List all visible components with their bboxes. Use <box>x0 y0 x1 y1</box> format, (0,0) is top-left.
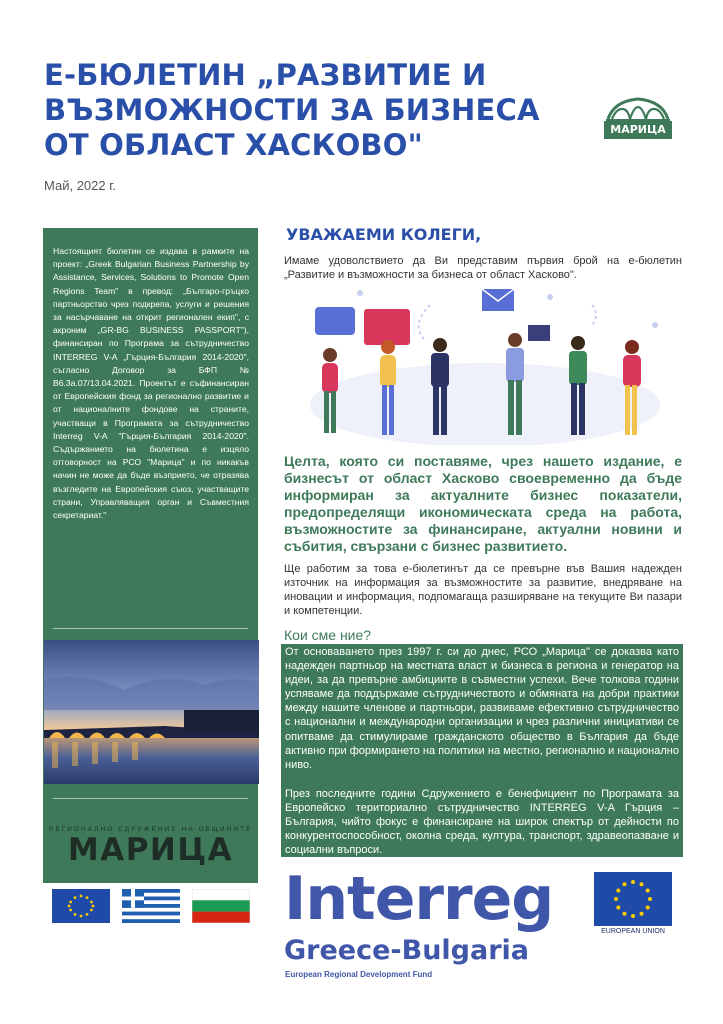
eu-emblem <box>594 872 672 935</box>
goal-paragraph: Ще работим за това е-бюлетинът да се превърне във Вашия надежден източник на информация за възможностите за развитие, внедряване на иновации и информация, подпомагаща разширяване на текущите Ви пазари и компетенции. <box>284 563 682 617</box>
team-illustration <box>300 285 670 445</box>
greece-flag-icon <box>122 889 180 923</box>
about-paragraph: От основаването през 1997 г. си до днес, РСО „Марица" се доказва като надежден партньор на местната власт и бизнеса в региона и генератор на идеи, за да превърне амбициите в съвместни успехи. Вече толкова години успяваме да поддържаме сътрудничеството и обмяната на добри практики между нашите членове и партньори, развиваме ефективно сътрудничество с национални и международни организации и чрез различни инициативи се опитваме да стимулираме гражданското общество в България да бъде активно при формирането на политики на местно, регионално и национално ниво. <box>285 646 679 771</box>
sidebar-divider <box>53 628 248 629</box>
logo-badge: МАРИЦА <box>604 121 672 139</box>
intro-paragraph: Имаме удоволствието да Ви представим първия брой на е-бюлетин „Развитие и възможности за бизнеса от област Хасково". <box>284 255 682 281</box>
interreg-logo <box>284 866 584 988</box>
maritsa-logo <box>604 95 672 140</box>
flags-strip <box>43 883 258 928</box>
bridge-logo-icon <box>604 95 672 123</box>
org-subtitle: РЕГИОНАЛНО СДРУЖЕНИЕ НА ОБЩИНИТЕ <box>49 826 253 833</box>
program-paragraph: През последните години Сдружението е бенефициент по Програмата за Европейско териториално сътрудничество INTERREG V-A Гърция – България, чийто фокус е финансиране на широк спектър от дейности по конкурентоспособност, околна среда, култура, транспорт, здравеопазване и социални въпроси. <box>285 788 679 857</box>
about-box <box>281 644 683 857</box>
greeting-heading: УВАЖАЕМИ КОЛЕГИ, <box>286 225 482 244</box>
eu-flag-icon <box>52 889 110 923</box>
project-description: Настоящият бюлетин се издава в рамките на проект: „Greek Bulgarian Business Partnership by Assistance, Services, Solutions to Promote Open Regions Team" в превод: „Българо-гръцко партньорство чрез подкрепа, услуги и решения за насърчаване на открит регионален екип", с акроним „GR-BG BUSINESS PASSPORT"), финансиран по Програма за сътрудничество INTERREG V-A „Гърция-България 2014-2020", съгласно Договор за БФП № B6.3a.07/13.04.2021. Проектът е съфинансиран от Европейския фонд за регионално развитие и от националните фондове на страните, участващи в Програмата за сътрудничество Interreg V-A "Гърция-България 2014-2020". Съдържанието на бюлетина е изцяло отговорност на РСО "Марица" и по никакъв начин не може да бъде възприето, че отразява възгледите на Европейския съюз, участващите страни, Управляващия орган и Съвместния секретариат." <box>53 246 249 521</box>
org-name: МАРИЦА <box>67 832 234 868</box>
sidebar-divider <box>53 798 248 799</box>
fund-name: European Regional Development Fund <box>285 970 433 979</box>
mission-statement: Целта, която си поставяме, чрез нашето издание, е бизнесът от област Хасково своевременно да бъде информиран за актуалните бизнес показатели, предопределящи икономическата среда на работа, възможностите за финансиране, актуални новини и събития, свързани с бизнес развитието. <box>284 453 682 554</box>
issue-date: Май, 2022 г. <box>44 178 116 193</box>
newsletter-title: Е-БЮЛЕТИН „РАЗВИТИЕ И ВЪЗМОЖНОСТИ ЗА БИЗНЕСА ОТ ОБЛАСТ ХАСКОВО" <box>44 58 540 162</box>
program-name: Greece-Bulgaria <box>284 935 530 966</box>
eu-label: EUROPEAN UNION <box>601 928 665 935</box>
sidebar-panel <box>43 228 258 928</box>
bulgaria-flag-icon <box>192 889 250 923</box>
bridge-photo <box>44 640 259 784</box>
eu-flag-icon <box>594 872 672 926</box>
about-heading: Кои сме ние? <box>284 627 372 643</box>
interreg-wordmark: Interreg <box>284 864 554 934</box>
